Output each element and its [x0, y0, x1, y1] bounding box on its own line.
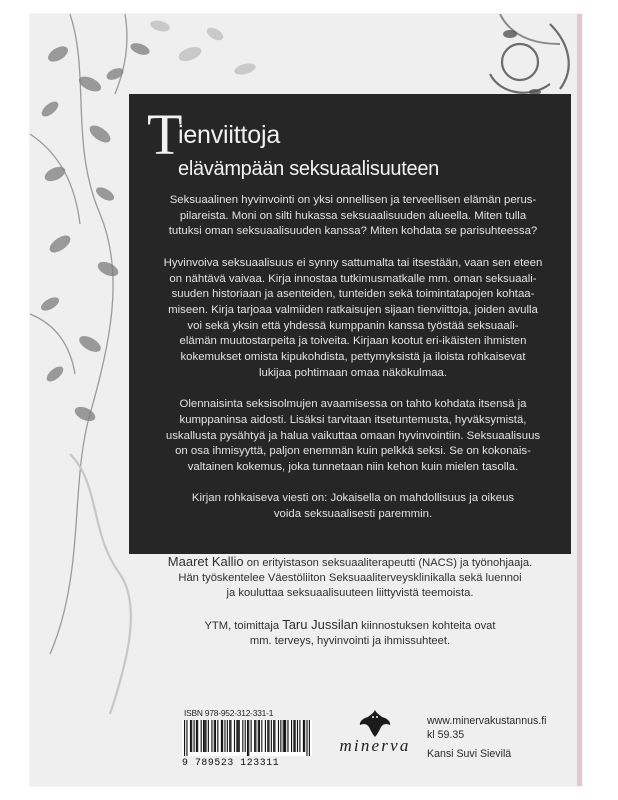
barcode-bar	[295, 720, 296, 752]
barcode-bar	[205, 720, 206, 752]
barcode-bar	[287, 720, 288, 752]
publisher-logo-text: minerva	[339, 736, 411, 755]
barcode-bar	[184, 720, 185, 756]
barcode-bar	[215, 720, 216, 752]
barcode-bar	[259, 720, 260, 752]
publisher-logo	[330, 708, 420, 756]
publisher-info	[427, 714, 547, 761]
barcode-bar	[236, 720, 237, 752]
barcode-bar	[222, 720, 223, 752]
barcode-bar	[280, 720, 281, 752]
barcode-bar	[211, 720, 212, 752]
barcode-bar	[208, 720, 209, 752]
barcode-bar	[245, 720, 246, 752]
barcode-bar	[284, 720, 285, 752]
barcode-bar	[248, 720, 249, 756]
barcode-bar	[242, 720, 243, 752]
barcode-bar	[283, 720, 284, 752]
barcode-bar	[247, 720, 248, 756]
barcode-bar	[267, 720, 268, 752]
blurb-paragraph-1: Seksuaalinen hyvinvointi on yksi onnellisen ja terveellisen elämän perus- pilareista. Moni on silti hukassa seksuaalisuuden alueella. Miten tulla tutuksi oman seksuaalisuuden kanssa? Miten kohdata se parisuhteessa?	[168, 194, 538, 238]
barcode-bar	[221, 720, 222, 752]
blurb-text	[140, 193, 566, 538]
barcode-bar	[306, 720, 307, 756]
blurb-paragraph-2: Hyvinvoiva seksuaalisuus ei synny sattumalta tai itsestään, vaan sen eteen on nähtävä vaivaa. Kirja innostaa tutkimusmatkalle mm. oman seksuaali- suuden historiaan ja asenteiden, tunteiden sekä toimintatapojen kohtaa- miseen. Kirja tarjoaa valmiiden ratkaisujen sijaan tienviittoja, joiden avulla voi sekä yksin että yhdessä kumppanin kanssa työstää seksuaali- elämän muutostarpeita ja toiveita. Kirjaan kootut eri-ikäisten ihmisten kokemukset omista kipukohdista, pettymyksistä ja iloista rohkaisevat lukijaa pohtimaan omaa näkökulmaa.	[163, 256, 543, 379]
barcode-bar	[258, 720, 259, 752]
barcode-bar	[201, 720, 202, 752]
isbn-digits: 9 789523 123311	[182, 757, 280, 768]
barcode-bar	[278, 720, 279, 752]
barcode-bar	[204, 720, 205, 752]
barcode-bar	[191, 720, 192, 752]
blurb-paragraph-3: Olennaisinta seksisolmujen avaamisessa on tahto kohdata itsensä ja kumppaninsa aidosti. Lisäksi tarvitaan itsetuntemusta, hyväksymistä, uskallusta pysähtyä ja halua vaikuttaa omaan hyvinvointiin. Seksuaalisuus on osa ihmisyyttä, paljon enemmän kuin pelkkä seksi. Se on kokonais- valtainen kokemus, joka tunnetaan niin kehon kuin mielen tasolla.	[165, 398, 541, 473]
barcode-bar	[255, 720, 256, 752]
subtitle: elävämpään seksuaalisuuteen	[178, 158, 439, 180]
book-back-cover	[30, 14, 582, 786]
barcode-bar	[251, 720, 252, 752]
barcode-bar	[268, 720, 269, 752]
blurb-panel	[129, 94, 571, 554]
title-initial: T	[147, 102, 183, 167]
barcode-bar	[197, 720, 198, 752]
barcode-bar	[304, 720, 305, 752]
barcode-bar	[194, 720, 195, 752]
barcode-bar	[271, 720, 272, 752]
blurb-paragraph-4: Kirjan rohkaiseva viesti on: Jokaisella on mahdollisuus ja oikeus voida seksuaalisesti paremmin.	[191, 492, 515, 521]
barcode-bar	[224, 720, 225, 752]
title-rest: ienviittoja	[178, 121, 281, 149]
barcode-bar	[186, 720, 187, 756]
barcode-bar	[227, 720, 228, 752]
barcode-bar	[230, 720, 231, 752]
spine-edge	[577, 14, 582, 786]
author-name-2: Taru Jussilan	[282, 617, 359, 632]
barcode-bar	[273, 720, 274, 752]
isbn-label: ISBN 978-952-312-331-1	[184, 708, 274, 718]
publisher-url: www.minervakustannus.fi	[427, 715, 547, 727]
barcode-bar	[203, 720, 204, 752]
barcode-bar	[265, 720, 266, 752]
barcode-bar	[196, 720, 197, 752]
barcode-bar	[297, 720, 298, 752]
barcode-bar	[299, 720, 300, 752]
barcode-bar	[285, 720, 286, 752]
isbn-barcode	[182, 708, 314, 768]
author-name-1: Maaret Kallio	[167, 554, 244, 569]
barcode-bar	[239, 720, 240, 752]
barcode-bar	[217, 720, 218, 752]
barcode-bar	[214, 720, 215, 752]
author-bios	[129, 554, 571, 665]
barcode-bar	[293, 720, 294, 752]
author-bio-2: YTM, toimittaja Taru Jussilan kiinnostuksen kohteita ovat mm. terveys, hyvinvointi ja ihmissuhteet.	[204, 617, 496, 647]
classification-code: kl 59.35	[427, 729, 465, 741]
owl-icon	[358, 708, 392, 738]
barcode-bar	[237, 720, 238, 752]
author-bio-1: Maaret Kallio on erityistason seksuaaliterapeutti (NACS) ja työnohjaaja. Hän työskentelee Väestöliiton Seksuaaliterveysklinikalla sekä luennoi ja kouluttaa seksuaalisuuteen liittyvistä teemoista.	[167, 554, 533, 599]
barcode-bar	[229, 720, 230, 752]
barcode-bar	[274, 720, 275, 752]
barcode-bar	[190, 720, 191, 752]
barcode-bar	[234, 720, 235, 752]
barcode-bar	[261, 720, 262, 752]
barcode-icon	[182, 720, 312, 756]
barcode-bar	[254, 720, 255, 752]
cover-credit: Kansi Suvi Sievilä	[427, 748, 512, 760]
barcode-bar	[303, 720, 304, 752]
barcode-bar	[291, 720, 292, 752]
barcode-bar	[309, 720, 310, 756]
